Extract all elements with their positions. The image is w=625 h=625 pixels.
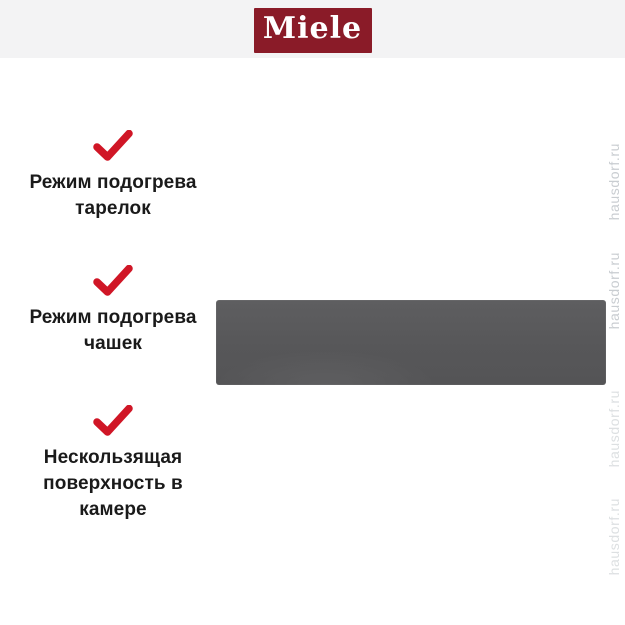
checkmark-icon bbox=[93, 130, 133, 161]
feature-text bbox=[18, 305, 208, 357]
feature-line: чашек bbox=[83, 333, 142, 354]
watermark-text: hausdorf.ru bbox=[606, 143, 622, 221]
miele-logo-text: Miele bbox=[262, 11, 363, 46]
feature-line: Нескользящая bbox=[43, 447, 183, 468]
feature-item-cup-warming bbox=[18, 265, 208, 357]
checkmark-icon bbox=[93, 405, 133, 436]
header-band bbox=[0, 0, 625, 58]
watermark-text: hausdorf.ru bbox=[606, 390, 622, 468]
feature-line: Режим подогрева bbox=[29, 172, 197, 193]
feature-line: камере bbox=[79, 499, 147, 520]
miele-logo bbox=[254, 8, 372, 53]
feature-item-plate-warming bbox=[18, 130, 208, 222]
watermark-text: hausdorf.ru bbox=[606, 498, 622, 576]
feature-text bbox=[18, 170, 208, 222]
feature-text bbox=[18, 445, 208, 523]
feature-line: поверхность в bbox=[43, 473, 183, 494]
feature-item-nonslip-surface bbox=[18, 405, 208, 523]
warming-drawer-panel-image bbox=[216, 300, 606, 385]
feature-line: тарелок bbox=[75, 198, 151, 219]
feature-line: Режим подогрева bbox=[29, 307, 197, 328]
checkmark-icon bbox=[93, 265, 133, 296]
watermark-text: hausdorf.ru bbox=[606, 252, 622, 330]
